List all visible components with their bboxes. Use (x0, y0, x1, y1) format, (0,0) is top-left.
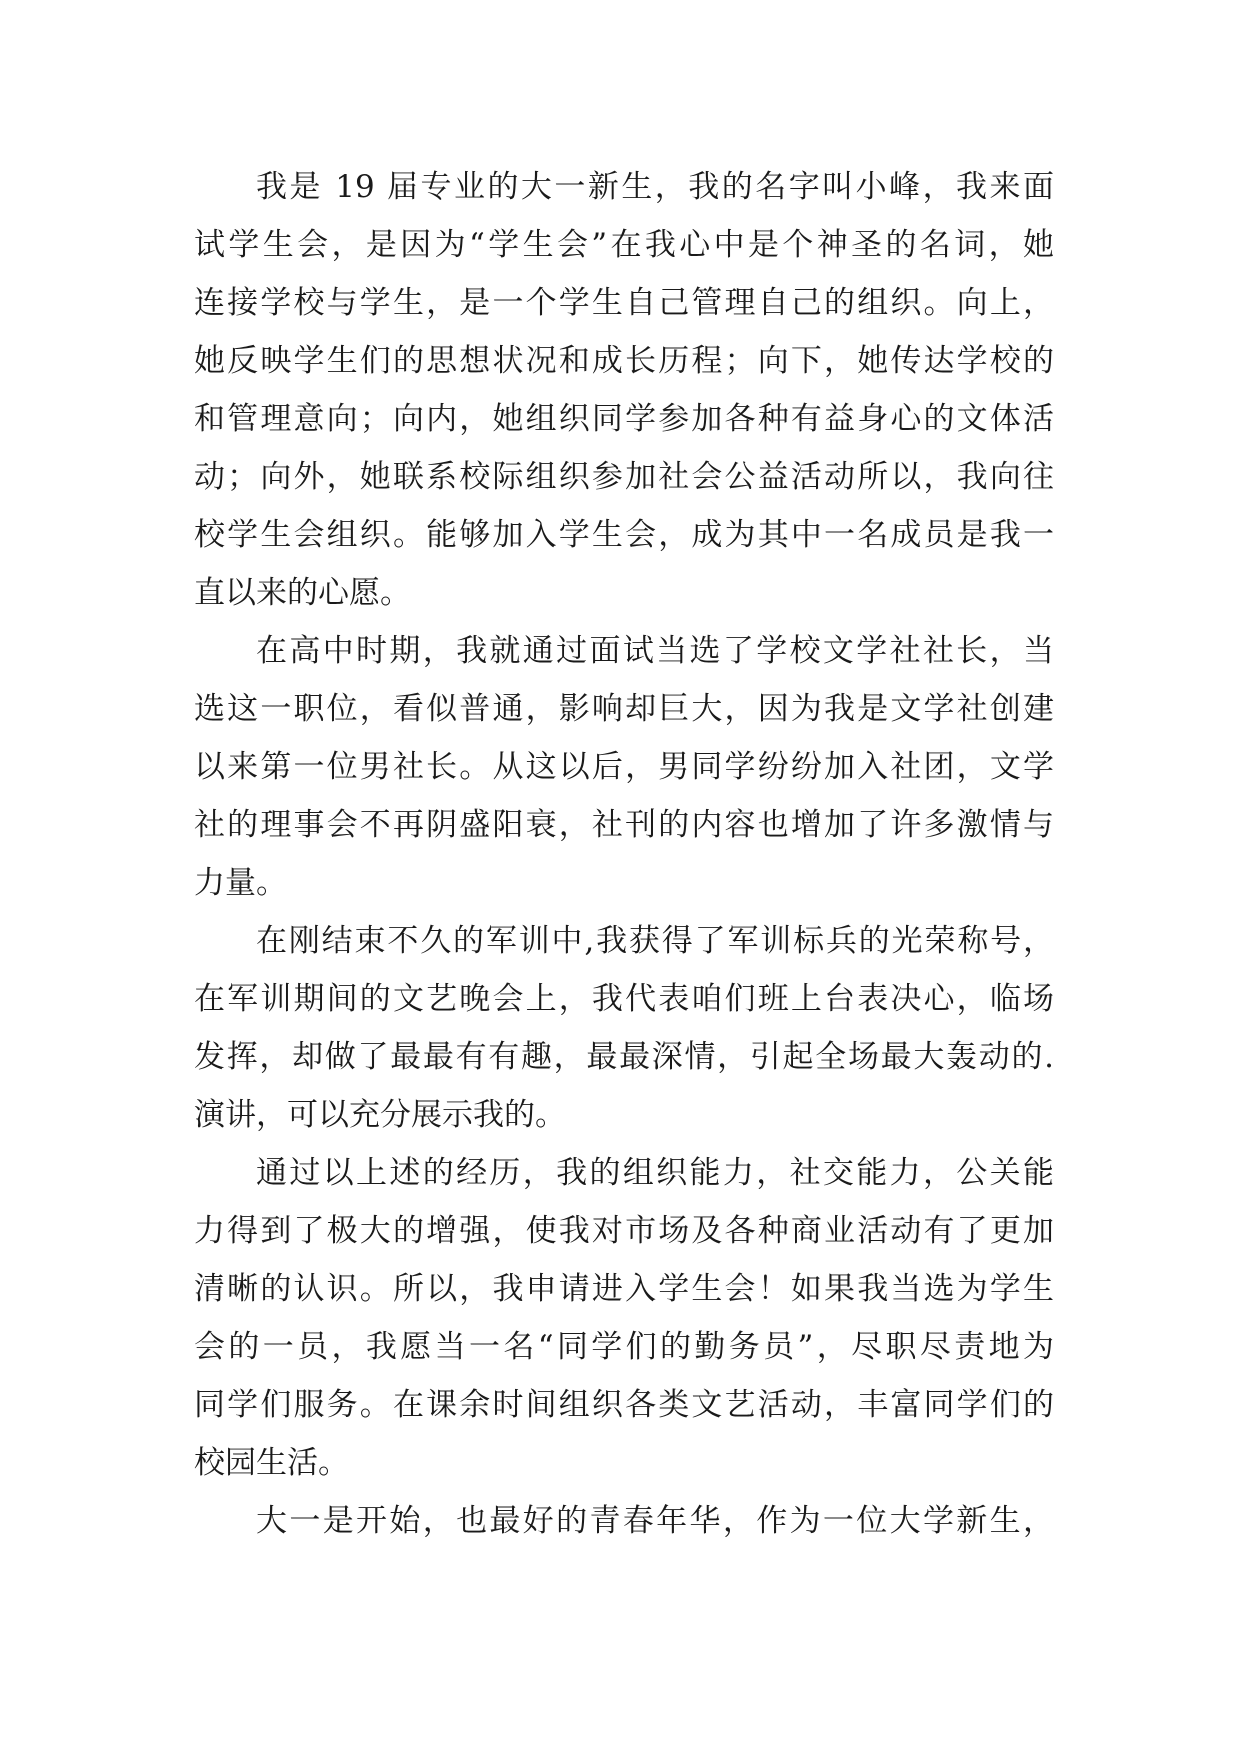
paragraph-2-line-2: 选这一职位，看似普通，影响却巨大，因为我是文学社创建 (194, 691, 1054, 727)
paragraph-5-line-1: 大一是开始，也最好的青春年华，作为一位大学新生， (256, 1503, 1054, 1539)
paragraph-4-line-4: 会的一员，我愿当一名“同学们的勤务员”，尽职尽责地为 (194, 1329, 1054, 1365)
paragraph-1-line-6: 动；向外，她联系校际组织参加社会公益活动所以，我向往 (194, 459, 1054, 495)
paragraph-3-line-3: 发挥，却做了最最有有趣，最最深情，引起全场最大轰动的. (194, 1039, 1054, 1075)
paragraph-3-line-1: 在刚结束不久的军训中,我获得了军训标兵的光荣称号， (256, 923, 1054, 959)
paragraph-4-line-2: 力得到了极大的增强，使我对市场及各种商业活动有了更加 (194, 1213, 1054, 1249)
paragraph-2-line-5: 力量。 (194, 865, 287, 901)
paragraph-1-line-5: 和管理意向；向内，她组织同学参加各种有益身心的文体活 (194, 401, 1054, 437)
paragraph-4-line-6: 校园生活。 (194, 1445, 349, 1481)
paragraph-4-line-3: 清晰的认识。所以，我申请进入学生会！如果我当选为学生 (194, 1271, 1054, 1307)
paragraph-2-line-1: 在高中时期，我就通过面试当选了学校文学社社长，当 (256, 633, 1054, 669)
paragraph-1-line-2: 试学生会，是因为“学生会”在我心中是个神圣的名词，她 (194, 227, 1054, 263)
paragraph-1-line-4: 她反映学生们的思想状况和成长历程；向下，她传达学校的 (194, 343, 1054, 379)
paragraph-4-line-5: 同学们服务。在课余时间组织各类文艺活动，丰富同学们的 (194, 1387, 1054, 1423)
paragraph-2-line-3: 以来第一位男社长。从这以后，男同学纷纷加入社团，文学 (194, 749, 1054, 785)
paragraph-1-line-1: 我是 19 届专业的大一新生，我的名字叫小峰，我来面 (256, 169, 1054, 205)
paragraph-1-line-7: 校学生会组织。能够加入学生会，成为其中一名成员是我一 (194, 517, 1054, 553)
paragraph-1-line-3: 连接学校与学生，是一个学生自己管理自己的组织。向上， (194, 285, 1054, 321)
paragraph-1-line-8: 直以来的心愿。 (194, 575, 411, 611)
paragraph-3-line-4: 演讲，可以充分展示我的。 (194, 1097, 566, 1133)
paragraph-3-line-2: 在军训期间的文艺晚会上，我代表咱们班上台表决心，临场 (194, 981, 1054, 1017)
paragraph-2-line-4: 社的理事会不再阴盛阳衰，社刊的内容也增加了许多激情与 (194, 807, 1054, 843)
paragraph-4-line-1: 通过以上述的经历，我的组织能力，社交能力，公关能 (256, 1155, 1054, 1191)
